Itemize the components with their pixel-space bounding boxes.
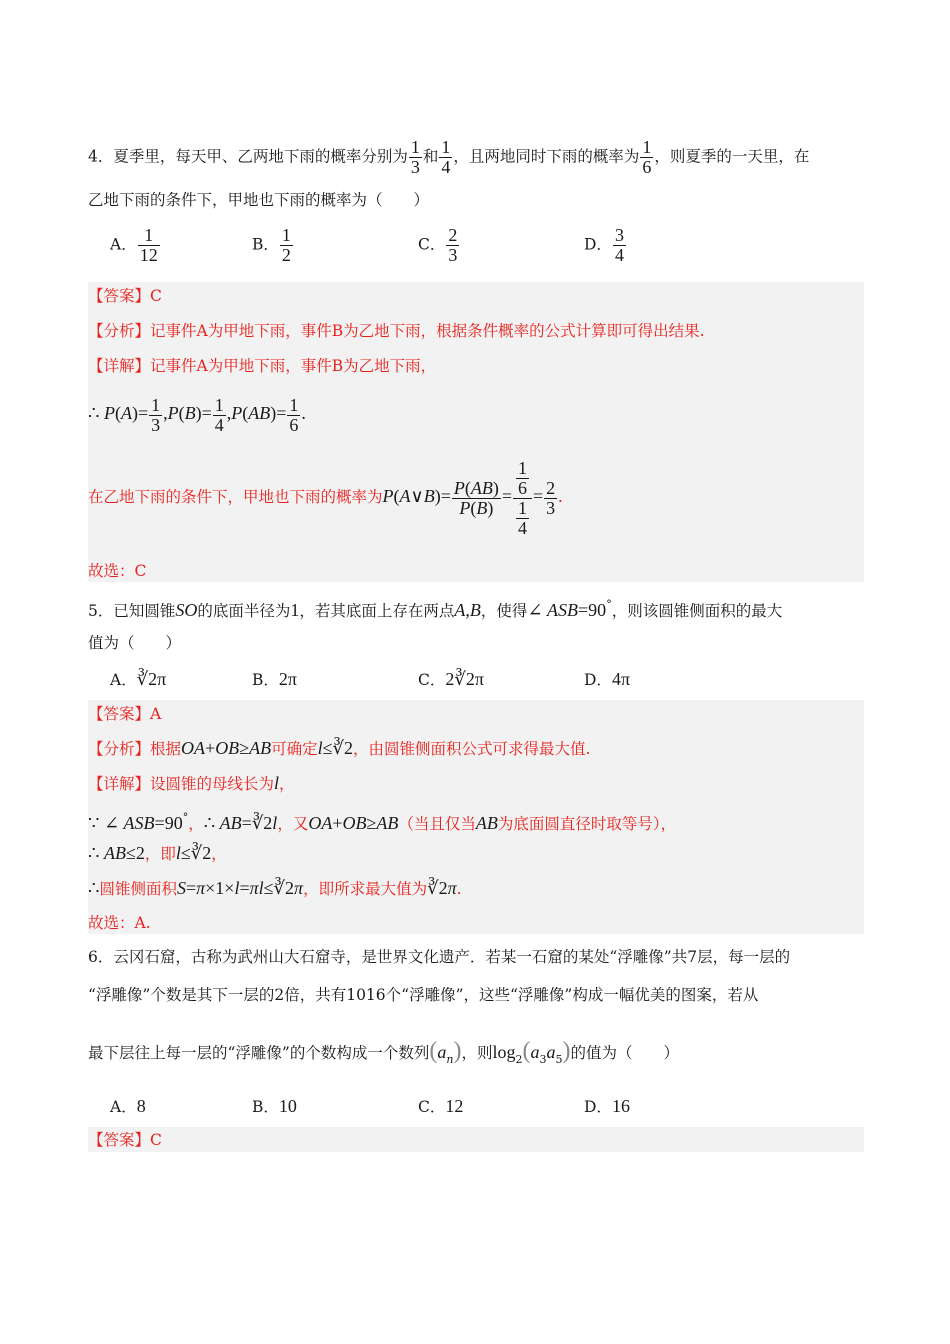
q5-option-d: D．4π	[584, 669, 631, 689]
q5-analysis: 【分析】根据OA+OB≥AB可确定l≤∛2，由圆锥侧面积公式可求得最大值.	[88, 738, 591, 758]
q6-answer: 【答案】C	[88, 1131, 162, 1149]
q5-answer: 【答案】A	[88, 705, 162, 723]
q5-option-a: A．∛2π	[110, 669, 167, 689]
frac-one-third: $\frac{1}{3}$	[410, 137, 420, 177]
q5-option-b: B．2π	[252, 669, 297, 689]
q4-option-c: C． $\frac{2}{3}$	[418, 225, 458, 265]
q6-option-a: A．8	[110, 1096, 146, 1116]
q6-stem-line1: 6．云冈石窟，古称为武州山大石窟寺，是世界文化遗产．若某一石窟的某处“浮雕像”共7层，每一层的	[88, 948, 791, 966]
q4-option-d: D． $\frac{3}{4}$	[584, 225, 624, 265]
q5-option-c: C．2∛2π	[418, 669, 484, 689]
q4-probabilities: ∴ P(A)= $\frac{1}{3}$ ,P(B)= $\frac{1}{4}$ ,P(AB)= $\frac{1}{6}$ .	[88, 394, 306, 435]
q6-option-b: B．10	[252, 1096, 297, 1116]
q6-option-c: C．12	[418, 1096, 464, 1116]
q4-option-a: A． $\frac{1}{12}$	[110, 225, 158, 265]
frac-one-quarter: $\frac{1}{4}$	[441, 137, 451, 177]
q5-step1: ∵ ∠ ASB=90°，∴ AB=∛2l，又OA+OB≥AB（当且仅当AB为底面圆直径时取等号），	[88, 811, 677, 833]
q5-step3: ∴圆锥侧面积S=π×1×l=πl≤∛2π，即所求最大值为∛2π.	[88, 878, 462, 898]
q4-option-b: B． $\frac{1}{2}$	[252, 225, 291, 265]
q4-detail: 【详解】记事件A为甲地下雨，事件B为乙地下雨，	[88, 357, 437, 375]
q6-stem-line3: 最下层往上每一层的“浮雕像”的个数构成一个数列$(a_n)$，则$\log_2(a_3a_5)$的值为（ ）	[88, 1038, 679, 1066]
q6-stem-line2: “浮雕像”个数是其下一层的2倍，共有1016个“浮雕像”，这些“浮雕像”构成一幅优美的图案，若从	[88, 986, 759, 1004]
q4-answer: 【答案】C	[88, 287, 162, 305]
q5-detail: 【详解】设圆锥的母线长为l，	[88, 773, 295, 793]
frac-one-sixth: $\frac{1}{6}$	[642, 137, 652, 177]
q5-stem-line1: 5．已知圆锥SO的底面半径为1，若其底面上存在两点A,B，使得∠ ASB=90°，则该圆锥侧面积的最大	[88, 598, 783, 620]
q6-option-d: D．16	[584, 1096, 630, 1116]
q4-stem-line2: 乙地下雨的条件下，甲地也下雨的概率为（ ）	[88, 191, 430, 209]
q5-step2: ∴ AB≤2，即l≤∛2，	[88, 843, 227, 863]
q4-choose: 故选：C	[88, 562, 147, 580]
q5-choose: 故选：A.	[88, 914, 151, 932]
q5-stem-line2: 值为（ ）	[88, 634, 182, 652]
q4-conditional: 在乙地下雨的条件下，甲地也下雨的概率为P(A∨B)= $\frac{P(AB)}{P(B)}$ = $\frac{\frac{1}{6}}{\frac{1}{4}}$ = $\frac{2}{3}$ .	[88, 457, 563, 538]
q6-solution-box	[88, 1127, 864, 1152]
q4-stem-line1: 4．夏季里，每天甲、乙两地下雨的概率分别为 $\frac{1}{3}$ 和 $\frac{1}{4}$ ，且两地同时下雨的概率为 $\frac{1}{6}$ ，则夏季的一天里，在	[88, 137, 810, 177]
q4-analysis: 【分析】记事件A为甲地下雨，事件B为乙地下雨，根据条件概率的公式计算即可得出结果.	[88, 322, 705, 340]
